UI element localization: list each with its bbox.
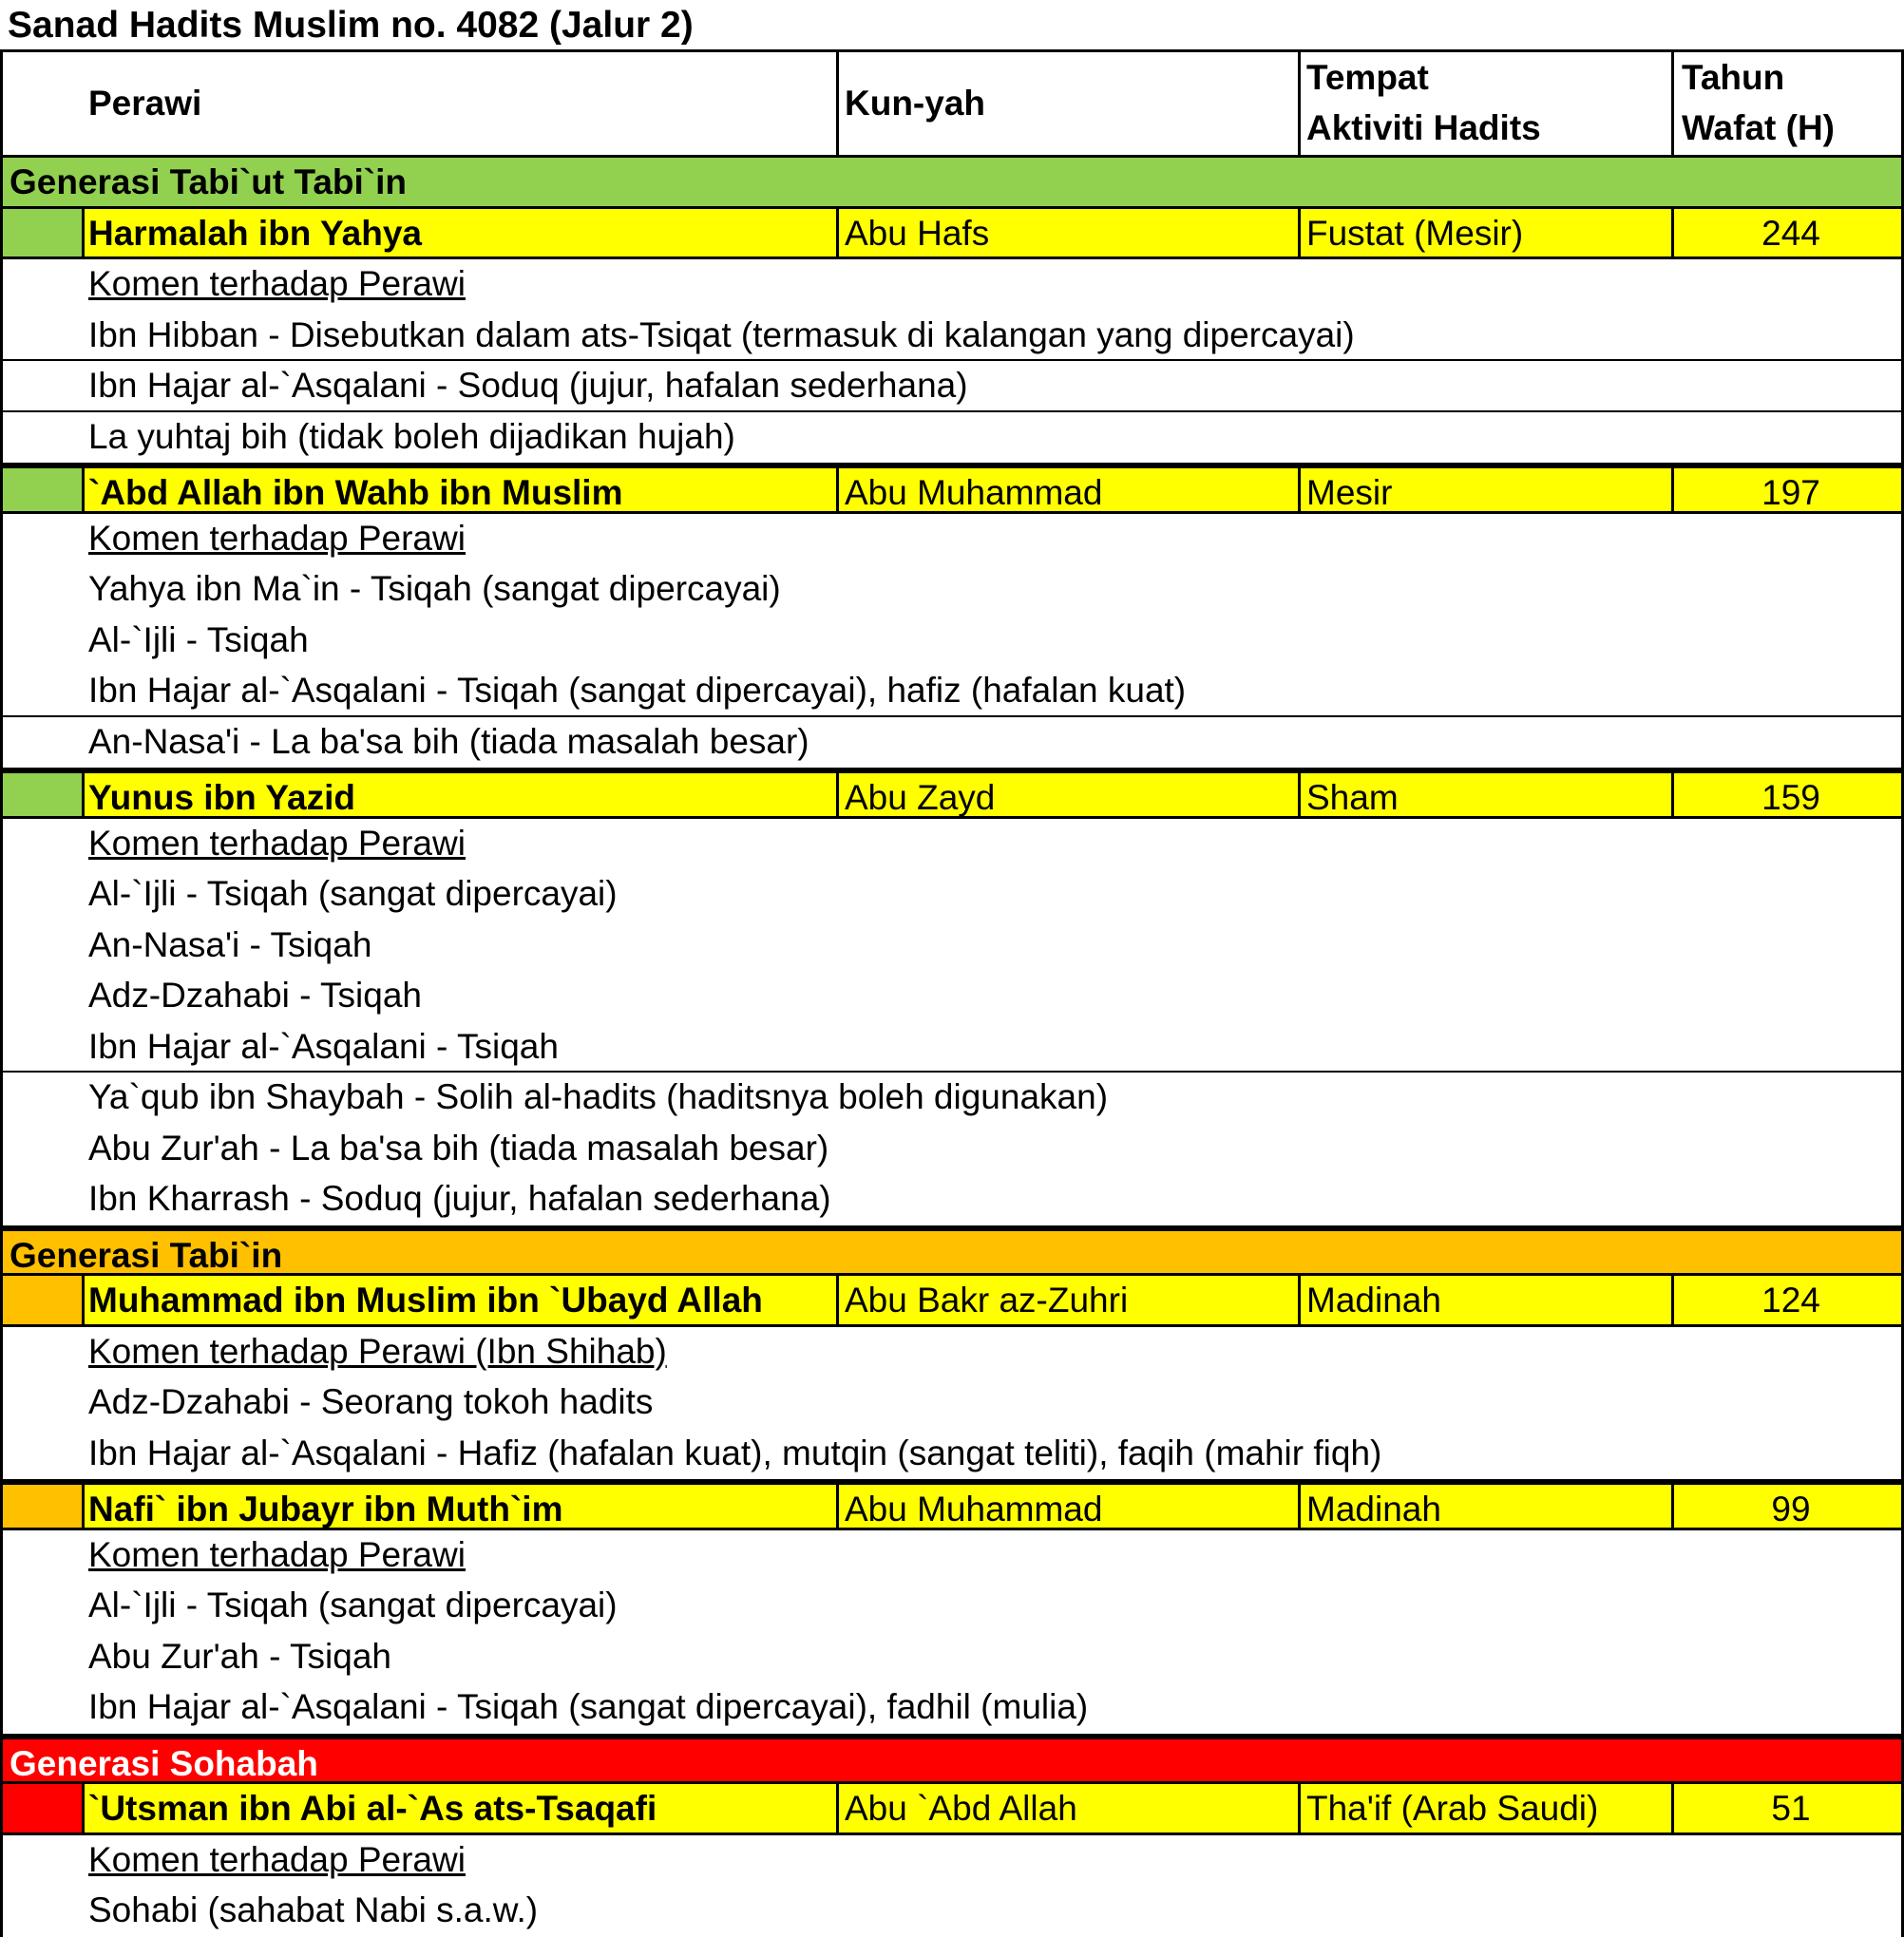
generation-label: Generasi Tabi`in — [10, 1235, 283, 1275]
narrator-tempat: Mesir — [1306, 473, 1393, 512]
narrator-name: Nafi` ibn Jubayr ibn Muth`im — [88, 1490, 563, 1529]
narrator-name: `Abd Allah ibn Wahb ibn Muslim — [88, 473, 623, 512]
comment-row — [0, 1682, 1904, 1734]
header-tempat: Tempat Aktiviti Hadits — [1306, 58, 1541, 147]
comment-row — [0, 717, 1904, 769]
narrator-kunyah: Abu Bakr az-Zuhri — [845, 1281, 1129, 1320]
narrator-wafat: 244 — [1761, 213, 1820, 253]
comment-row — [0, 1124, 1904, 1175]
generation-label: Generasi Sohabah — [10, 1743, 318, 1783]
generation-indicator — [0, 773, 84, 816]
narrator-tempat: Fustat (Mesir) — [1306, 213, 1524, 253]
narrator-tempat: Tha'if (Arab Saudi) — [1306, 1789, 1599, 1828]
comment-row — [0, 1429, 1904, 1480]
comment-row — [0, 1886, 1904, 1937]
generation-row-sohabah — [0, 1734, 1904, 1785]
narrator-name: `Utsman ibn Abi al-`As ats-Tsaqafi — [88, 1789, 657, 1828]
comment-text: An-Nasa'i - La ba'sa bih (tiada masalah besar) — [88, 721, 809, 761]
comment-text: Al-`Ijli - Tsiqah (sangat dipercayai) — [88, 1586, 618, 1624]
comment-row — [0, 819, 1904, 870]
comment-row — [0, 869, 1904, 921]
comment-text: Abu Zur'ah - La ba'sa bih (tiada masalah besar) — [88, 1128, 829, 1168]
narrator-kunyah: Abu Zayd — [845, 778, 996, 817]
comment-row — [0, 1377, 1904, 1429]
header-divider — [1298, 52, 1301, 155]
comment-row — [0, 412, 1904, 464]
narrator-row — [0, 768, 1904, 819]
comment-text: Ibn Hajar al-`Asqalani - Tsiqah (sangat dipercayai), hafiz (hafalan kuat) — [88, 671, 1187, 710]
narrator-row — [0, 1276, 1904, 1327]
generation-indicator — [0, 1276, 84, 1324]
comment-row — [0, 1632, 1904, 1683]
comment-heading: Komen terhadap Perawi — [88, 1839, 466, 1879]
comment-row — [0, 971, 1904, 1022]
comment-text: Ibn Hajar al-`Asqalani - Tsiqah (sangat dipercayai), fadhil (mulia) — [88, 1687, 1089, 1726]
comment-row — [0, 666, 1904, 717]
generation-indicator — [0, 468, 84, 511]
narrator-tempat: Madinah — [1306, 1281, 1441, 1320]
comment-heading: Komen terhadap Perawi — [88, 1534, 466, 1574]
header-perawi: Perawi — [88, 84, 202, 123]
narrator-row — [0, 1784, 1904, 1835]
comment-row — [0, 311, 1904, 362]
header-kunyah: Kun-yah — [845, 84, 985, 123]
comment-text: Ibn Hajar al-`Asqalani - Tsiqah — [88, 1026, 559, 1066]
comment-text: Abu Zur'ah - Tsiqah — [88, 1636, 391, 1676]
generation-label: Generasi Tabi`ut Tabi`in — [10, 162, 408, 201]
generation-indicator — [0, 1485, 84, 1528]
comment-row — [0, 1022, 1904, 1073]
narrator-kunyah: Abu Muhammad — [845, 473, 1103, 512]
comment-row — [0, 616, 1904, 667]
narrator-name: Yunus ibn Yazid — [88, 778, 355, 817]
comment-row — [0, 921, 1904, 972]
comment-heading: Komen terhadap Perawi — [88, 518, 466, 558]
narrator-wafat: 197 — [1761, 473, 1820, 512]
comment-text: An-Nasa'i - Tsiqah — [88, 924, 372, 964]
comment-text: Adz-Dzahabi - Tsiqah — [88, 976, 422, 1015]
comment-heading: Komen terhadap Perawi — [88, 823, 466, 863]
narrator-tempat: Sham — [1306, 778, 1399, 817]
comment-row — [0, 1327, 1904, 1378]
generation-row-tabiut-tabiin — [0, 158, 1904, 209]
narrator-kunyah: Abu Hafs — [845, 213, 990, 253]
comment-text: Adz-Dzahabi - Seorang tokoh hadits — [88, 1382, 654, 1421]
narrator-row — [0, 209, 1904, 260]
narrator-row — [0, 1479, 1904, 1530]
narrator-kunyah: Abu Muhammad — [845, 1490, 1103, 1529]
comment-text: Al-`Ijli - Tsiqah (sangat dipercayai) — [88, 874, 618, 913]
narrator-row — [0, 463, 1904, 514]
sanad-table — [0, 49, 1904, 1937]
narrator-wafat: 124 — [1761, 1281, 1820, 1320]
comment-text: Ibn Kharrash - Soduq (jujur, hafalan sederhana) — [88, 1179, 831, 1218]
comment-row — [0, 1581, 1904, 1632]
comment-text: Ya`qub ibn Shaybah - Solih al-hadits (haditsnya boleh digunakan) — [88, 1077, 1109, 1116]
header-divider — [1671, 52, 1674, 155]
comment-text: Ibn Hajar al-`Asqalani - Soduq (jujur, hafalan sederhana) — [88, 366, 968, 405]
comment-row — [0, 259, 1904, 311]
narrator-wafat: 51 — [1771, 1789, 1811, 1828]
generation-indicator — [0, 209, 84, 257]
comment-row — [0, 564, 1904, 616]
narrator-kunyah: Abu `Abd Allah — [845, 1789, 1077, 1828]
narrator-tempat: Madinah — [1306, 1490, 1441, 1529]
narrator-name: Harmalah ibn Yahya — [88, 213, 422, 253]
comment-row — [0, 1174, 1904, 1225]
page-title: Sanad Hadits Muslim no. 4082 (Jalur 2) — [8, 5, 694, 46]
comment-row — [0, 1530, 1904, 1582]
narrator-wafat: 99 — [1771, 1490, 1811, 1529]
comment-heading: Komen terhadap Perawi — [88, 264, 466, 303]
comment-text: Ibn Hajar al-`Asqalani - Hafiz (hafalan kuat), mutqin (sangat teliti), faqih (mahir fiqh) — [88, 1433, 1382, 1472]
comment-text: Sohabi (sahabat Nabi s.a.w.) — [88, 1890, 539, 1929]
generation-row-tabiin — [0, 1225, 1904, 1277]
comment-text: Ibn Hibban - Disebutkan dalam ats-Tsiqat (termasuk di kalangan yang dipercayai) — [88, 314, 1355, 354]
table-header — [0, 49, 1904, 158]
comment-row — [0, 1835, 1904, 1887]
comment-row — [0, 361, 1904, 412]
narrator-name: Muhammad ibn Muslim ibn `Ubayd Allah — [88, 1281, 763, 1320]
comment-row — [0, 1073, 1904, 1124]
generation-indicator — [0, 1784, 84, 1833]
header-divider — [836, 52, 839, 155]
comment-row — [0, 514, 1904, 565]
comment-text: Al-`Ijli - Tsiqah — [88, 619, 309, 659]
header-tahun-wafat: Tahun Wafat (H) — [1682, 58, 1835, 147]
comment-heading: Komen terhadap Perawi (Ibn Shihab) — [88, 1331, 667, 1371]
comment-text: Yahya ibn Ma`in - Tsiqah (sangat dipercayai) — [88, 569, 781, 608]
comment-text: La yuhtaj bih (tidak boleh dijadikan hujah) — [88, 416, 735, 456]
narrator-wafat: 159 — [1761, 778, 1820, 817]
